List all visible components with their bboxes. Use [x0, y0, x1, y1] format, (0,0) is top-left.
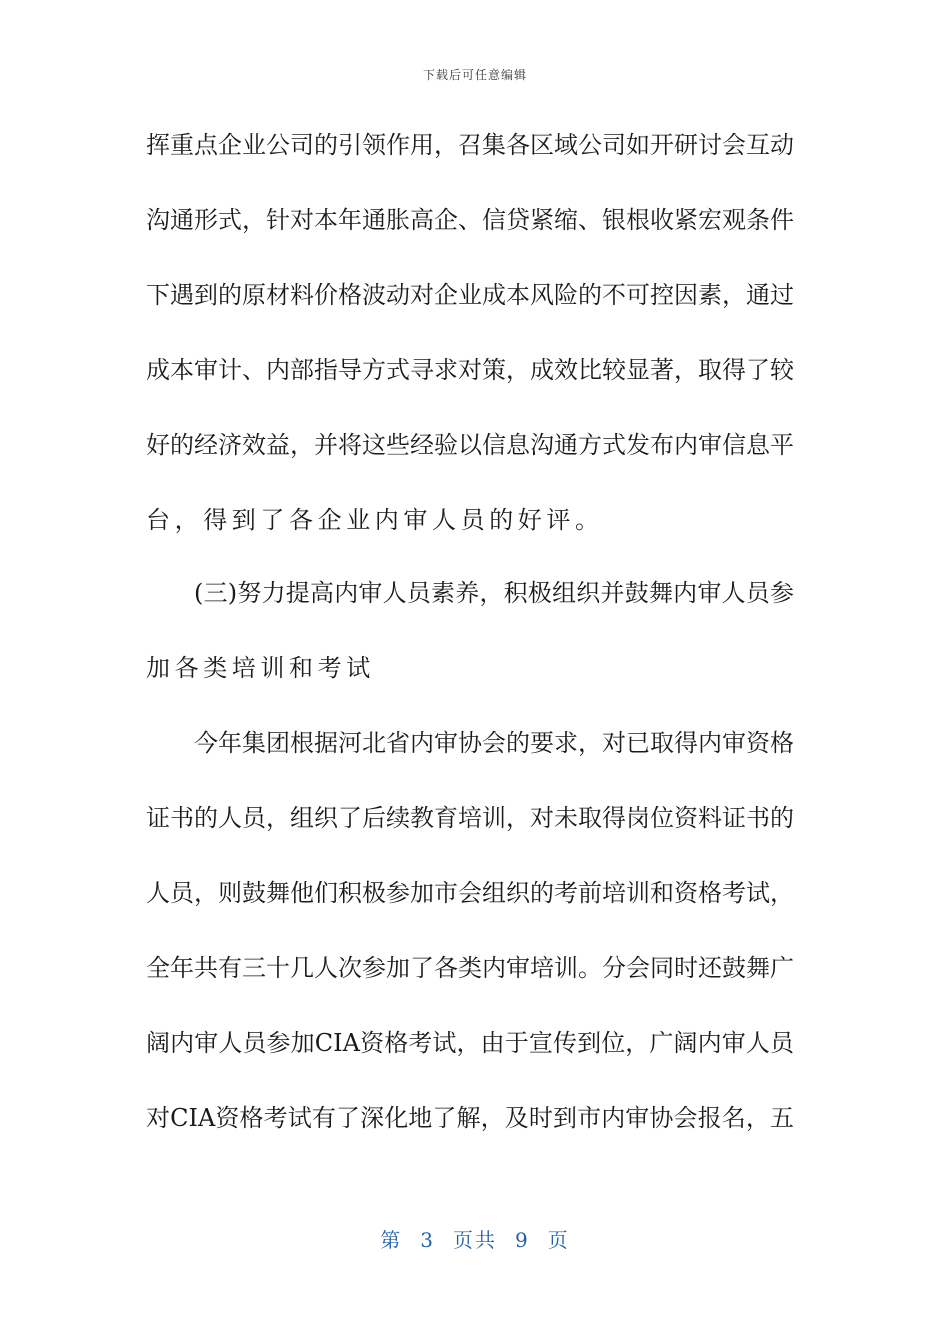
body-line: 对CIA资格考试有了深化地了解，及时到市内审协会报名，五	[146, 1104, 794, 1132]
body-line: 阔内审人员参加CIA资格考试，由于宣传到位，广阔内审人员	[146, 1029, 794, 1057]
footer-total-pages: 9	[515, 1228, 530, 1252]
body-line: 全年共有三十几人次参加了各类内审培训。分会同时还鼓舞广	[146, 954, 794, 982]
body-line: 成本审计、内部指导方式寻求对策，成效比较显著，取得了较	[146, 356, 794, 384]
body-line: 人员，则鼓舞他们积极参加市会组织的考前培训和资格考试，	[146, 879, 794, 907]
body-line: 台，得到了各企业内审人员的好评。	[146, 506, 604, 534]
page-footer	[0, 1224, 950, 1253]
body-line: 沟通形式，针对本年通胀高企、信贷紧缩、银根收紧宏观条件	[146, 206, 794, 234]
section-heading-line: (三)努力提高内审人员素养，积极组织并鼓舞内审人员参	[194, 579, 794, 607]
body-line: 下遇到的原材料价格波动对企业成本风险的不可控因素，通过	[146, 281, 794, 309]
section-heading-line: 加各类培训和考试	[146, 654, 375, 682]
footer-prefix: 第	[380, 1228, 403, 1252]
body-line: 好的经济效益，并将这些经验以信息沟通方式发布内审信息平	[146, 431, 794, 459]
body-line: 挥重点企业公司的引领作用，召集各区域公司如开研讨会互动	[146, 131, 794, 159]
footer-suffix: 页	[547, 1228, 570, 1252]
body-line: 证书的人员，组织了后续教育培训，对未取得岗位资料证书的	[146, 804, 794, 832]
footer-current-page: 3	[420, 1228, 435, 1252]
footer-middle: 页共	[453, 1228, 497, 1252]
body-line: 今年集团根据河北省内审协会的要求，对已取得内审资格	[194, 729, 794, 757]
page-header-note: 下载后可任意编辑	[422, 68, 527, 82]
